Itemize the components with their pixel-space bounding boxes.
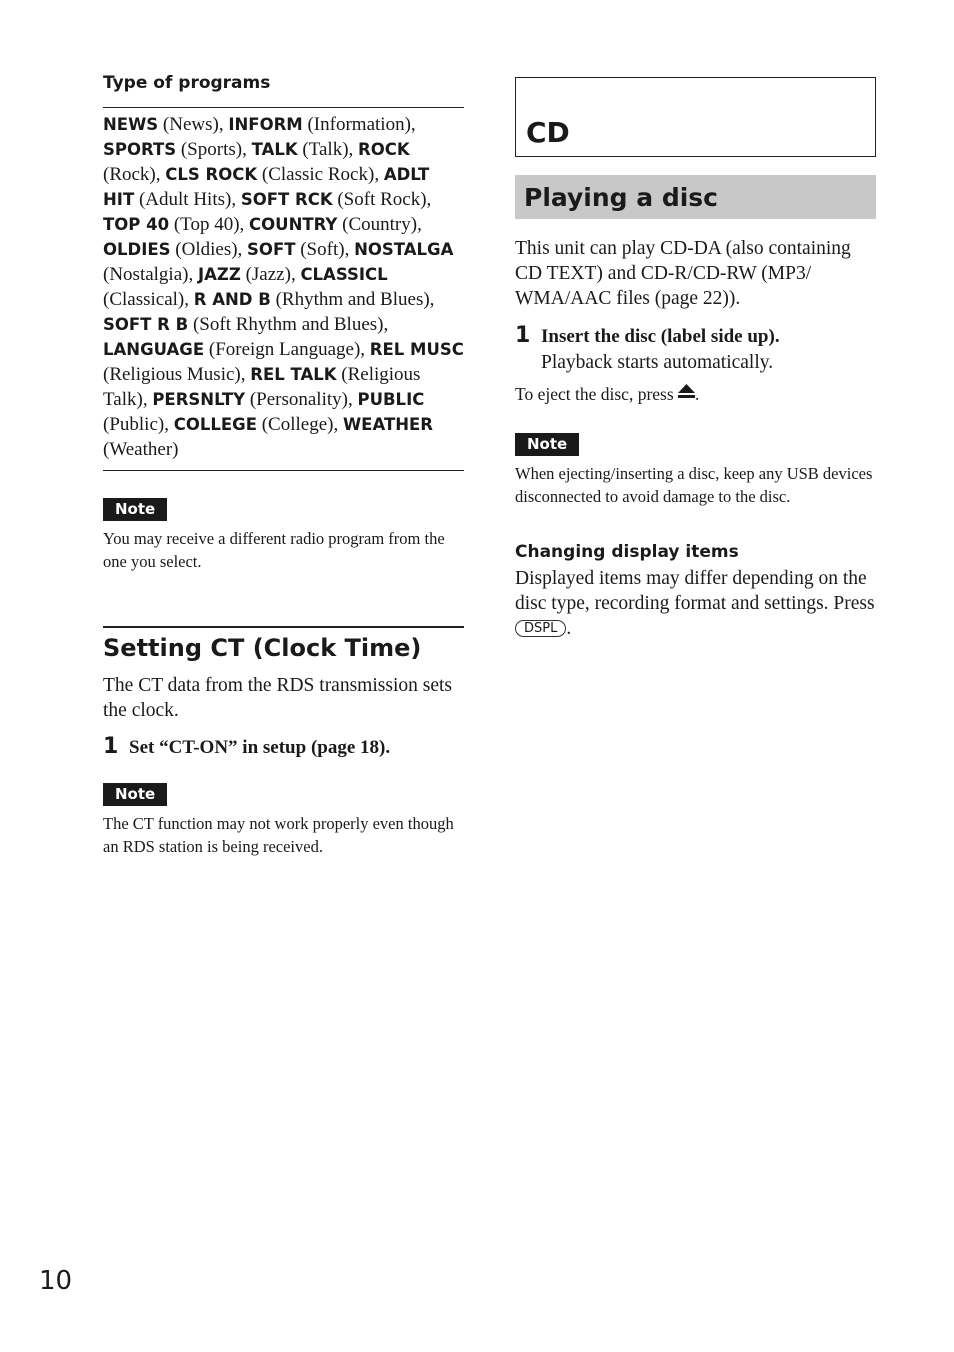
program-desc: (Personality) bbox=[249, 389, 348, 410]
press-prefix: Press bbox=[833, 593, 875, 614]
program-type: CLASSICL (Classical), bbox=[103, 265, 388, 310]
program-code: SOFT bbox=[247, 240, 296, 259]
program-type: SPORTS (Sports), bbox=[103, 139, 252, 160]
ct-body-text: The CT data from the RDS transmission sets the clock. bbox=[103, 675, 452, 721]
program-type: COUNTRY (Country), bbox=[249, 214, 422, 235]
right-column bbox=[515, 77, 876, 641]
program-desc: (College) bbox=[261, 414, 334, 435]
program-type: INFORM (Information), bbox=[228, 114, 416, 135]
note-text: The CT function may not work properly even though an RDS station is being received. bbox=[103, 814, 454, 856]
program-code: SPORTS bbox=[103, 140, 177, 159]
program-type: PUBLIC (Public), bbox=[103, 390, 425, 435]
program-type: REL MUSC (Religious Music), bbox=[103, 340, 464, 385]
note-badge: Note bbox=[103, 498, 167, 521]
program-type: ROCK (Rock), bbox=[103, 140, 410, 185]
program-desc: (Top 40) bbox=[173, 214, 240, 235]
program-code: SOFT R B bbox=[103, 315, 189, 334]
program-type: SOFT RCK (Soft Rock), bbox=[240, 189, 432, 210]
note-badge: Note bbox=[103, 783, 167, 806]
program-code: ADLT HIT bbox=[103, 165, 430, 209]
press-suffix: . bbox=[566, 618, 572, 639]
program-code: COUNTRY bbox=[249, 215, 338, 234]
program-code: REL MUSC bbox=[369, 340, 464, 359]
program-type: LANGUAGE (Foreign Language), bbox=[103, 339, 370, 360]
section-title-playing: Playing a disc bbox=[524, 182, 718, 212]
note-block-1 bbox=[103, 498, 464, 573]
program-types-list bbox=[103, 108, 464, 470]
program-type: TOP 40 (Top 40), bbox=[103, 214, 250, 235]
program-desc: (Rock) bbox=[103, 164, 156, 185]
eject-instruction bbox=[515, 381, 876, 407]
display-body: Displayed items may differ depending on the disc type, recording format and settings. bbox=[515, 568, 867, 614]
step-number: 1 bbox=[515, 323, 531, 348]
program-desc: (Sports) bbox=[180, 139, 243, 160]
program-type: JAZZ (Jazz), bbox=[197, 264, 301, 285]
step-text: Insert the disc (label side up). bbox=[541, 326, 780, 347]
program-code: REL TALK bbox=[250, 365, 337, 384]
program-desc: (Adult Hits) bbox=[138, 189, 232, 210]
program-code: CLS ROCK bbox=[165, 165, 258, 184]
program-code: ROCK bbox=[358, 140, 410, 159]
program-desc: (Jazz) bbox=[245, 264, 291, 285]
program-code: CLASSICL bbox=[300, 265, 388, 284]
program-desc: (Weather) bbox=[103, 439, 179, 460]
program-type: COLLEGE (College), bbox=[173, 414, 343, 435]
program-type: REL TALK (Religious Talk), bbox=[103, 364, 421, 410]
program-type: TALK (Talk), bbox=[251, 139, 359, 160]
program-type: SOFT R B (Soft Rhythm and Blues), bbox=[103, 314, 389, 335]
program-type: NOSTALGA (Nostalgia), bbox=[103, 240, 454, 285]
note-badge: Note bbox=[515, 433, 579, 456]
section-header-bar bbox=[515, 175, 876, 219]
program-desc: (Religious Music) bbox=[103, 364, 241, 385]
program-code: JAZZ bbox=[197, 265, 241, 284]
program-desc: (Foreign Language) bbox=[208, 339, 361, 360]
program-desc: (Religious Talk) bbox=[103, 364, 421, 410]
program-code: WEATHER bbox=[342, 415, 433, 434]
program-desc: (Rhythm and Blues) bbox=[275, 289, 430, 310]
program-type: CLS ROCK (Classic Rock), bbox=[165, 164, 384, 185]
program-code: R AND B bbox=[193, 290, 271, 309]
display-heading: Changing display items bbox=[515, 542, 739, 562]
note-text: You may receive a different radio program from the one you select. bbox=[103, 529, 445, 571]
dspl-button-icon: DSPL bbox=[515, 620, 566, 637]
program-desc: (Country) bbox=[342, 214, 418, 235]
program-type: NEWS (News), bbox=[103, 114, 229, 135]
ct-step bbox=[103, 734, 464, 759]
program-type: SOFT (Soft), bbox=[247, 239, 355, 260]
program-code: OLDIES bbox=[103, 240, 171, 259]
program-code: PERSNLTY bbox=[152, 390, 246, 409]
section-rule bbox=[103, 626, 464, 628]
program-code: SOFT RCK bbox=[240, 190, 333, 209]
program-code: LANGUAGE bbox=[103, 340, 205, 359]
program-desc: (Classic Rock) bbox=[261, 164, 375, 185]
program-type: OLDIES (Oldies), bbox=[103, 239, 248, 260]
eject-prefix: To eject the disc, press bbox=[515, 384, 674, 404]
programs-heading: Type of programs bbox=[103, 73, 271, 93]
step-text: Set “CT-ON” in setup (page 18). bbox=[129, 737, 391, 758]
program-type: PERSNLTY (Personality), bbox=[152, 389, 358, 410]
note-block-2 bbox=[103, 783, 464, 858]
step-number: 1 bbox=[103, 734, 119, 759]
note-block-3 bbox=[515, 433, 876, 508]
eject-icon bbox=[678, 381, 695, 406]
program-code: INFORM bbox=[228, 115, 303, 134]
program-desc: (Soft Rock) bbox=[337, 189, 427, 210]
program-desc: (News) bbox=[162, 114, 219, 135]
program-code: COLLEGE bbox=[173, 415, 257, 434]
page-number: 10 bbox=[39, 1266, 73, 1296]
program-desc: (Talk) bbox=[302, 139, 349, 160]
bottom-rule bbox=[103, 470, 464, 471]
program-code: PUBLIC bbox=[357, 390, 425, 409]
program-type: ADLT HIT (Adult Hits), bbox=[103, 165, 430, 210]
program-desc: (Information) bbox=[307, 114, 411, 135]
display-body-text bbox=[515, 566, 876, 641]
step-subtext: Playback starts automatically. bbox=[541, 352, 774, 373]
program-code: NEWS bbox=[103, 115, 159, 134]
program-code: NOSTALGA bbox=[354, 240, 454, 259]
program-code: TOP 40 bbox=[103, 215, 170, 234]
program-code: TALK bbox=[251, 140, 298, 159]
chapter-box bbox=[515, 77, 876, 157]
program-type: R AND B (Rhythm and Blues), bbox=[193, 289, 435, 310]
section-title-ct: Setting CT (Clock Time) bbox=[103, 634, 422, 662]
program-desc: (Oldies) bbox=[175, 239, 238, 260]
left-column bbox=[103, 70, 464, 858]
chapter-title: CD bbox=[526, 116, 570, 149]
program-desc: (Nostalgia) bbox=[103, 264, 189, 285]
insert-step bbox=[515, 323, 876, 348]
program-desc: (Soft) bbox=[300, 239, 345, 260]
program-desc: (Soft Rhythm and Blues) bbox=[192, 314, 384, 335]
program-desc: (Public) bbox=[103, 414, 165, 435]
eject-suffix: . bbox=[695, 384, 700, 404]
playing-body-text: This unit can play CD-DA (also containing CD TEXT) and CD-R/CD-RW (MP3/ WMA/AAC files (page 22)). bbox=[515, 238, 851, 309]
program-desc: (Classical) bbox=[103, 289, 185, 310]
note-text: When ejecting/inserting a disc, keep any USB devices disconnected to avoid damage to the disc. bbox=[515, 464, 873, 506]
